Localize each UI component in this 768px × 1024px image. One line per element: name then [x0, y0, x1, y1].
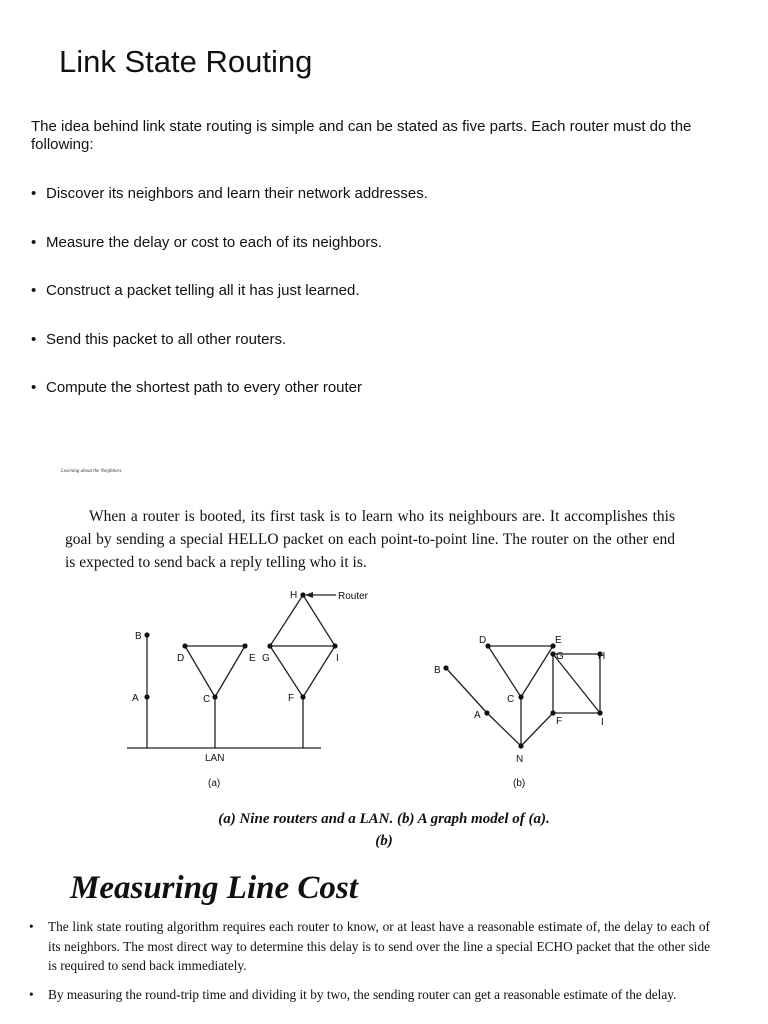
node-label: B — [135, 631, 142, 642]
step-text: Measure the delay or cost to each of its neighbors. — [46, 234, 383, 251]
node-label: G — [262, 653, 270, 664]
caption-line: (b) — [375, 833, 393, 849]
node-label: D — [479, 635, 487, 646]
node-label: C — [507, 694, 515, 705]
node-label: A — [474, 710, 481, 721]
step-text: Compute the shortest path to every other router — [46, 379, 363, 396]
node-label: H — [598, 651, 606, 662]
section-heading: Measuring Line Cost — [70, 870, 358, 906]
node-label: F — [556, 716, 563, 727]
cost-bullet-text: The link state routing algorithm requires each router to know, or at least have a reasonable estimate of, the delay to each of its neighbors. The most direct way to determine this delay is to send over the line a special ECHO packet that the other side is required to send back immediately. — [48, 919, 710, 973]
neighbors-paragraph: When a router is booted, its first task is to learn who its neighbours are. It accomplishes this goal by sending a special HELLO packet on each point-to-point line. The router on the other end is expected to send back a reply telling who it is. — [65, 508, 675, 571]
node-label: C — [203, 694, 211, 705]
figure-a — [127, 595, 336, 748]
figure-caption — [0, 808, 768, 852]
cost-bullet-text: By measuring the round-trip time and dividing it by two, the sending router can get a reasonable estimate of the delay. — [48, 987, 677, 1002]
node-label: I — [336, 653, 339, 664]
node-label: A — [132, 693, 139, 704]
intro-paragraph: The idea behind link state routing is simple and can be stated as five parts. Each router must do the following: — [31, 118, 692, 153]
node-label: E — [555, 635, 562, 646]
routers-figure — [0, 580, 768, 795]
caption-line: (a) Nine routers and a LAN. (b) A graph model of (a). — [218, 811, 550, 827]
node-label: G — [556, 651, 564, 662]
node-label: I — [601, 717, 604, 728]
node-label: H — [290, 590, 298, 601]
subfigure-label-b: (b) — [513, 778, 526, 789]
bullet-icon: • — [31, 379, 37, 396]
subfigure-label-a: (a) — [208, 778, 221, 789]
node-label: B — [434, 665, 441, 676]
node-label: D — [177, 653, 185, 664]
step-text: Construct a packet telling all it has just learned. — [46, 282, 360, 299]
router-label: Router — [338, 591, 369, 602]
bullet-icon: • — [29, 919, 34, 934]
subsection-heading: Learning about the Neighbors — [61, 469, 122, 474]
node-label: F — [288, 693, 295, 704]
node-label: N — [516, 754, 524, 765]
bullet-icon: • — [31, 282, 37, 299]
bullet-icon: • — [31, 331, 37, 348]
node-label: E — [249, 653, 256, 664]
step-text: Discover its neighbors and learn their network addresses. — [46, 185, 428, 202]
figure-b-nodes — [443, 643, 602, 748]
bullet-icon: • — [31, 185, 37, 202]
lan-label: LAN — [205, 753, 225, 764]
page-title: Link State Routing — [59, 44, 313, 79]
step-text: Send this packet to all other routers. — [46, 331, 287, 348]
bullet-icon: • — [29, 987, 34, 1002]
bullet-icon: • — [31, 234, 37, 251]
